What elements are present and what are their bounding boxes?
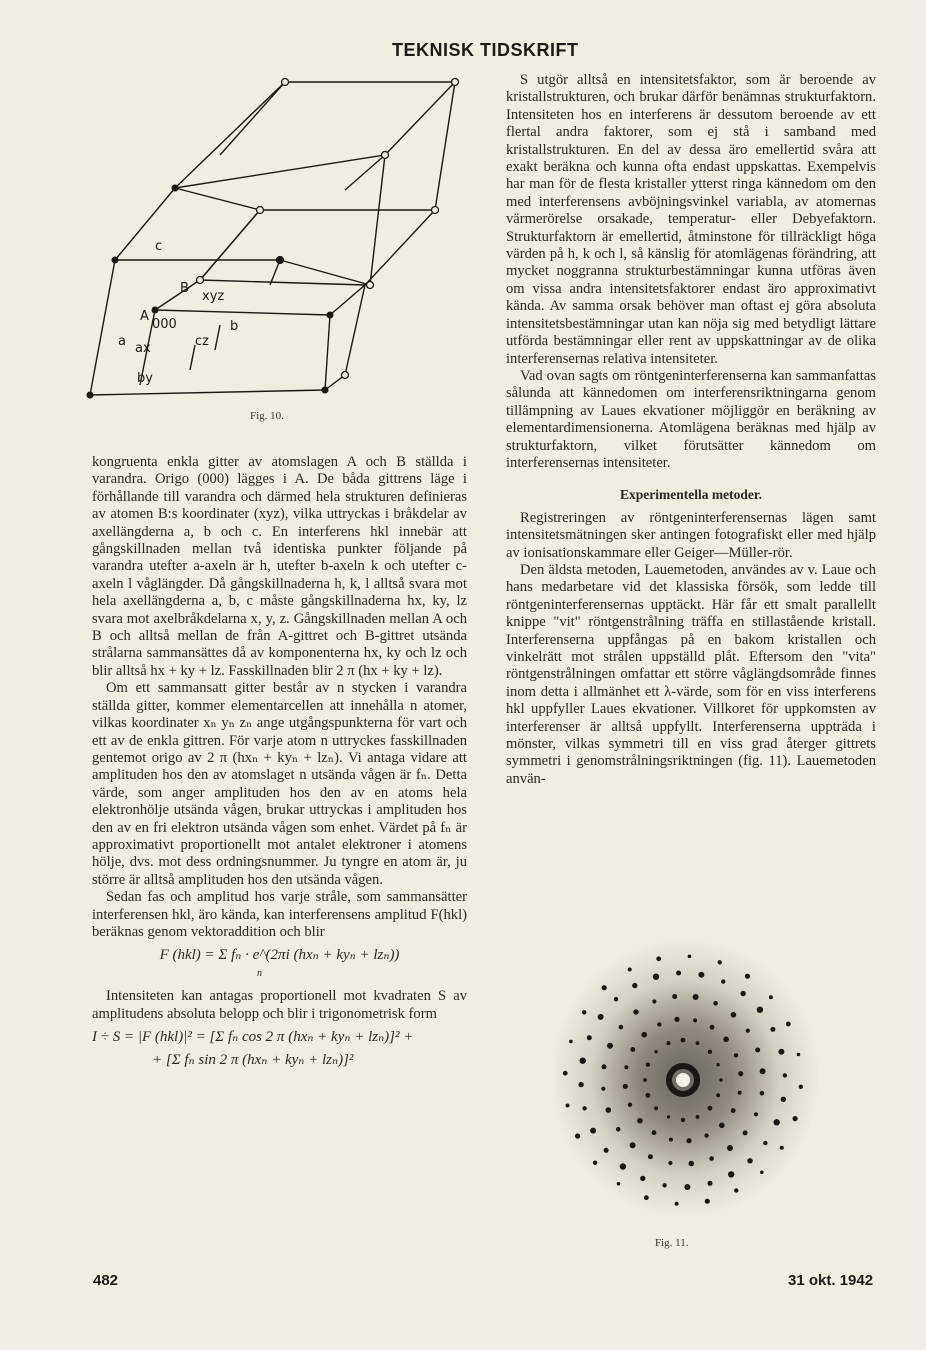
laue-spot — [723, 1037, 729, 1043]
formula-intensity-line2: + [Σ fₙ sin 2 π (hxₙ + kyₙ + lzₙ)]² — [152, 1052, 354, 1069]
laue-spot — [657, 1022, 661, 1026]
lattice-line — [90, 390, 325, 395]
laue-spot — [708, 1050, 712, 1054]
laue-spot — [774, 1119, 780, 1125]
lattice-point-filled — [112, 257, 119, 264]
laue-spot — [628, 968, 632, 972]
laue-spot — [781, 1097, 786, 1102]
label-cz: cz — [195, 334, 209, 349]
laue-spot — [644, 1195, 649, 1200]
lattice-point-filled — [327, 312, 334, 319]
laue-spot — [667, 1115, 670, 1118]
laue-spot — [760, 1068, 766, 1074]
laue-spot — [786, 1022, 791, 1027]
laue-spot — [652, 999, 656, 1003]
lattice-line — [90, 260, 115, 395]
laue-spot — [757, 1007, 763, 1013]
laue-spot — [602, 1064, 607, 1069]
right-paragraph-1: S utgör alltså en intensitetsfaktor, som är beroende av kristallstrukturen, och brukar därför benämnas strukturfaktorn. Intensiteten hos en interferens är dessutom beroende av ett flertal andra faktorer, som ej stå i samband med kristallstrukturen. En del av dessa äro emellertid svåra att exakt beräkna och kunna ofta endast uppskattas. Exempelvis har man för de flesta kristaller ytterst ringa kännedom om den med interferensens avböjningsvinkel variabla, av atomernas värmerörelse orsakade, temperatur- eller Debyefaktorn. Strukturfaktorn är emellertid, åtminstone för tillräckligt höga värden på h, k och l, så känslig för atomlägenas förändring, att mycket noggranna strukturbestämningar kunna utföras även om vissa andra intensitetsfaktorer endast äro approximativt kända. Av samma orsak behöver man oftast ej göra absoluta intensitetsbestämningar utan kan nöja sig med betydligt lättare utförda bestämningar eller rent av uppskattningar av de olika interferensernas relativa intensiteter. — [506, 72, 876, 367]
journal-title: TEKNISK TIDSKRIFT — [392, 40, 579, 60]
laue-spot — [653, 974, 659, 980]
figure-11-laue-pattern — [555, 920, 825, 1220]
laue-spot — [624, 1065, 628, 1069]
label-ax: ax — [135, 341, 151, 356]
laue-spot — [674, 1017, 679, 1022]
left-paragraph-3: Sedan fas och amplitud hos varje stråle, som sammansätter interferensen hkl, äro kända, kan interferensens amplitud F(hkl) beräknas genom vektoraddition och blir — [92, 889, 467, 940]
laue-spot — [672, 994, 677, 999]
laue-spot — [769, 995, 773, 999]
laue-spot — [719, 1078, 722, 1081]
lattice-point-open — [452, 79, 459, 86]
lattice-line — [385, 82, 455, 155]
laue-spot — [686, 1138, 691, 1143]
laue-spot — [667, 1041, 671, 1045]
lattice-line — [365, 210, 435, 285]
laue-spot — [602, 985, 607, 990]
label-origin: 000 — [152, 317, 177, 332]
laue-spot — [728, 1171, 734, 1177]
laue-spot — [713, 1001, 718, 1006]
lattice-line — [115, 188, 175, 260]
laue-spot — [727, 1145, 733, 1151]
right-paragraph-3: Registreringen av röntgeninterferensernas lägen samt intensitetsmätningen sker antingen fotografiskt eller med hjälp av ionisationskammare eller Geiger—Müller-rör. — [506, 509, 876, 561]
laue-spot — [593, 1161, 597, 1165]
laue-spot — [617, 1182, 621, 1186]
laue-spot — [780, 1146, 784, 1150]
laue-spot — [575, 1133, 580, 1138]
laue-spot — [641, 1032, 647, 1038]
lattice-point-open — [342, 372, 349, 379]
right-paragraph-4: Den äldsta metoden, Lauemetoden, användes av v. Laue och hans medarbetare vid det klassiska försök, som ledde till röntgeninterferensernas upptäckt. Här får ett smalt parallellt knippe "vit" röntgenstrålning träffa en stillastående kristall. Interferenserna uppfångas på en bakom kristallen och vinkelrätt mot strålen uppställd plåt. Eftersom den "vita" röntgenstrålningen omfattar ett större våglängdsområde finnes inom detta i allmänhet ett λ-värde, som för en viss interferens hkl uppfyller Laues ekvationer. Villkoret för uppkomsten av interferenser är alltså uppfyllt. Interferenserna uppträda i mönster, vilkas symmetri till en viss grad återger gittrets symmetri i genomstrålningsriktningen (fig. 11). Lauemetoden använ- — [506, 561, 876, 787]
laue-spot — [698, 972, 704, 978]
laue-spot — [799, 1085, 803, 1089]
laue-spot — [760, 1091, 765, 1096]
label-xyz: xyz — [202, 289, 225, 304]
figure-10-lattice-diagram — [80, 70, 460, 410]
laue-spot — [648, 1154, 653, 1159]
laue-spot — [696, 1115, 700, 1119]
laue-spot — [590, 1128, 596, 1134]
lattice-point-open — [432, 207, 439, 214]
laue-spot — [740, 991, 745, 996]
laue-spot — [598, 1014, 604, 1020]
laue-spot — [654, 1106, 658, 1110]
laue-center-spot — [676, 1073, 690, 1087]
laue-spot — [684, 1184, 690, 1190]
laue-spot — [630, 1142, 636, 1148]
laue-spot — [640, 1176, 645, 1181]
lattice-point-open — [197, 277, 204, 284]
laue-spot — [710, 1025, 715, 1030]
issue-date: 31 okt. 1942 — [788, 1272, 874, 1289]
lattice-line — [280, 260, 370, 285]
laue-spot — [731, 1012, 737, 1018]
figure-10-caption: Fig. 10. — [250, 410, 284, 422]
lattice-line — [200, 280, 365, 285]
laue-spot — [688, 955, 692, 959]
figure-11-caption: Fig. 11. — [655, 1237, 689, 1249]
formula-amplitude-text: F (hkl) = Σ fₙ · e^(2πi (hxₙ + kyₙ + lzₙ)) — [159, 947, 400, 964]
laue-spot — [643, 1078, 647, 1082]
laue-spot — [738, 1091, 742, 1095]
page-number: 482 — [93, 1272, 119, 1289]
left-paragraph-4: Intensiteten kan antagas proportionell mot kvadraten S av amplitudens absoluta belopp och blir i trigonometrisk form — [92, 988, 467, 1022]
laue-spot — [656, 956, 661, 961]
left-paragraph-1: kongruenta enkla gitter av atomslagen A och B ställda i varandra. Origo (000) lägges i A. De båda gittrens läge i förhållande till varandra och därmed hela strukturen definieras av atomen B:s koordinater (xyz), vilka uttryckas i bråkdelar av axellängderna a, b och c. En interferens hkl innebär att gångskillnaden mellan två identiska punkter följande på varandra utefter a-axeln är h, utefter b-axeln k och utefter c-axeln l våglängder. Då gångskillnaderna h, k, l alltså svara mot hela axellängderna a, b, c måste gångskillnaderna hx, ky, lz svara mot axelbråkdelarna x, y, z. Gångskillnaden mellan A och B och alltså mellan de från A-gittret och B-gittret utsända strålarna sammansättes då av komponenterna hx, ky och lz och blir alltså hx + ky + lz. Fasskillnaden blir 2 π (hx + ky + lz). — [92, 454, 467, 679]
lattice-point-filled — [172, 185, 179, 192]
laue-spot — [693, 1018, 697, 1022]
laue-spot — [708, 1181, 713, 1186]
lattice-line — [175, 82, 285, 188]
laue-spot — [721, 979, 725, 983]
laue-spot — [746, 1029, 750, 1033]
laue-spot — [623, 1084, 628, 1089]
laue-spot — [563, 1071, 568, 1076]
laue-spot — [630, 1047, 635, 1052]
laue-spot — [718, 960, 722, 964]
laue-spot — [569, 1040, 573, 1044]
laue-spot — [704, 1133, 708, 1137]
laue-spot — [745, 974, 750, 979]
laue-spot — [709, 1156, 714, 1161]
laue-spot — [652, 1130, 657, 1135]
label-A: A — [140, 309, 149, 324]
formula-amplitude-index: n — [257, 967, 262, 979]
laue-spot — [716, 1063, 719, 1066]
lattice-line — [215, 325, 220, 350]
section-heading: Experimentella metoder. — [620, 487, 762, 503]
laue-spot — [681, 1118, 685, 1122]
right-column — [506, 72, 876, 788]
lattice-line — [155, 280, 200, 310]
lattice-line — [200, 210, 260, 280]
laue-spot — [719, 1123, 725, 1129]
lattice-line — [220, 82, 285, 155]
laue-spot — [662, 1183, 666, 1187]
laue-spot — [616, 1127, 621, 1132]
laue-spot — [731, 1108, 736, 1113]
laue-spot — [578, 1082, 583, 1087]
laue-spot — [676, 971, 681, 976]
laue-spot — [633, 1009, 639, 1015]
formula-intensity-line1: I ÷ S = |F (hkl)|² = [Σ fₙ cos 2 π (hxₙ + kyₙ + lzₙ)]² + — [92, 1029, 414, 1045]
lattice-point-open — [257, 207, 264, 214]
laue-spot — [646, 1063, 650, 1067]
laue-spot — [783, 1073, 787, 1077]
laue-spot — [668, 1161, 672, 1165]
right-paragraph-2: Vad ovan sagts om röntgeninterferenserna kan sammanfattas sålunda att kännedomen om interferensriktningarna genom tillämpning av Laues ekvationer möjliggör en beräkning av elementardimensionerna. Atomlägena beräknas med hjälp av strukturfaktorn, vilket förutsätter kännedom om interferensernas intensiteter. — [506, 367, 876, 471]
laue-spot — [637, 1118, 643, 1124]
laue-spot — [770, 1027, 775, 1032]
laue-spot — [747, 1158, 752, 1163]
laue-spot — [689, 1161, 695, 1167]
lattice-line — [435, 82, 455, 210]
lattice-point-filled — [277, 257, 284, 264]
left-paragraph-2: Om ett sammansatt gitter består av n stycken i varandra ställda gitter, kommer elementarcellen att innehålla n atomer, vilkas koordinater xₙ yₙ zₙ ange utgångspunkterna för vart och ett av de enkla gittren. För varje atom n uttryckes fasskillnaden gentemot origo av 2 π (hxₙ + kyₙ + lzₙ). Vi antaga vidare att amplituden hos den av atomslaget n utsända vågen är fₙ. Detta värde, som anger amplituden hos den av en atoms hela elektronhölje utsända vågen, brukar uttryckas i amplituden hos den av en fri elektron utsända vågen som enhet. Värdet på fₙ är approximativt proportionellt mot antalet elektroner i atomens hölje, dvs. mot dess ordningsnummer. Ju tyngre en atom är, ju större är alltså amplituden hos den utsända vågen. — [92, 680, 467, 888]
laue-spot — [580, 1058, 586, 1064]
laue-spot — [628, 1103, 632, 1107]
laue-spot — [632, 983, 637, 988]
laue-spot — [607, 1043, 613, 1049]
laue-spot — [797, 1053, 801, 1057]
laue-spot — [754, 1112, 758, 1116]
laue-spot — [620, 1163, 626, 1169]
lattice-point-filled — [152, 307, 159, 314]
laue-spot — [566, 1104, 570, 1108]
laue-spot — [696, 1041, 700, 1045]
laue-spot — [646, 1093, 651, 1098]
lattice-point-open — [282, 79, 289, 86]
lattice-point-filled — [322, 387, 329, 394]
laue-spot — [604, 1148, 609, 1153]
laue-spot — [681, 1038, 686, 1043]
laue-spot — [675, 1202, 679, 1206]
laue-spot — [614, 997, 618, 1001]
formula-amplitude — [92, 947, 467, 982]
laue-spot — [763, 1141, 767, 1145]
laue-spot — [582, 1106, 586, 1110]
lattice-line — [155, 310, 330, 315]
label-by: by — [137, 371, 153, 386]
lattice-point-open — [367, 282, 374, 289]
lattice-line — [175, 188, 260, 210]
laue-spot — [734, 1188, 738, 1192]
left-column — [92, 454, 467, 1076]
laue-spot — [693, 994, 699, 1000]
lattice-line — [345, 285, 365, 375]
lattice-point-filled — [87, 392, 94, 399]
laue-spot — [743, 1130, 748, 1135]
laue-spot — [793, 1116, 798, 1121]
laue-spot — [716, 1093, 720, 1097]
laue-spot — [760, 1171, 764, 1175]
laue-spot — [778, 1049, 784, 1055]
laue-spot — [705, 1199, 710, 1204]
laue-spot — [582, 1010, 586, 1014]
lattice-point-open — [382, 152, 389, 159]
laue-spot — [587, 1035, 592, 1040]
laue-spot — [738, 1071, 743, 1076]
label-c: c — [155, 239, 163, 254]
laue-spot — [601, 1087, 605, 1091]
laue-spot — [654, 1050, 657, 1053]
laue-spot — [755, 1048, 760, 1053]
laue-spot — [619, 1025, 624, 1030]
lattice-line — [325, 315, 330, 390]
laue-spot — [734, 1053, 738, 1057]
laue-spot — [708, 1106, 713, 1111]
laue-spot — [606, 1107, 612, 1113]
laue-spot — [669, 1138, 673, 1142]
label-b: b — [230, 319, 239, 334]
label-B: B — [180, 281, 189, 296]
label-a: a — [118, 334, 126, 349]
